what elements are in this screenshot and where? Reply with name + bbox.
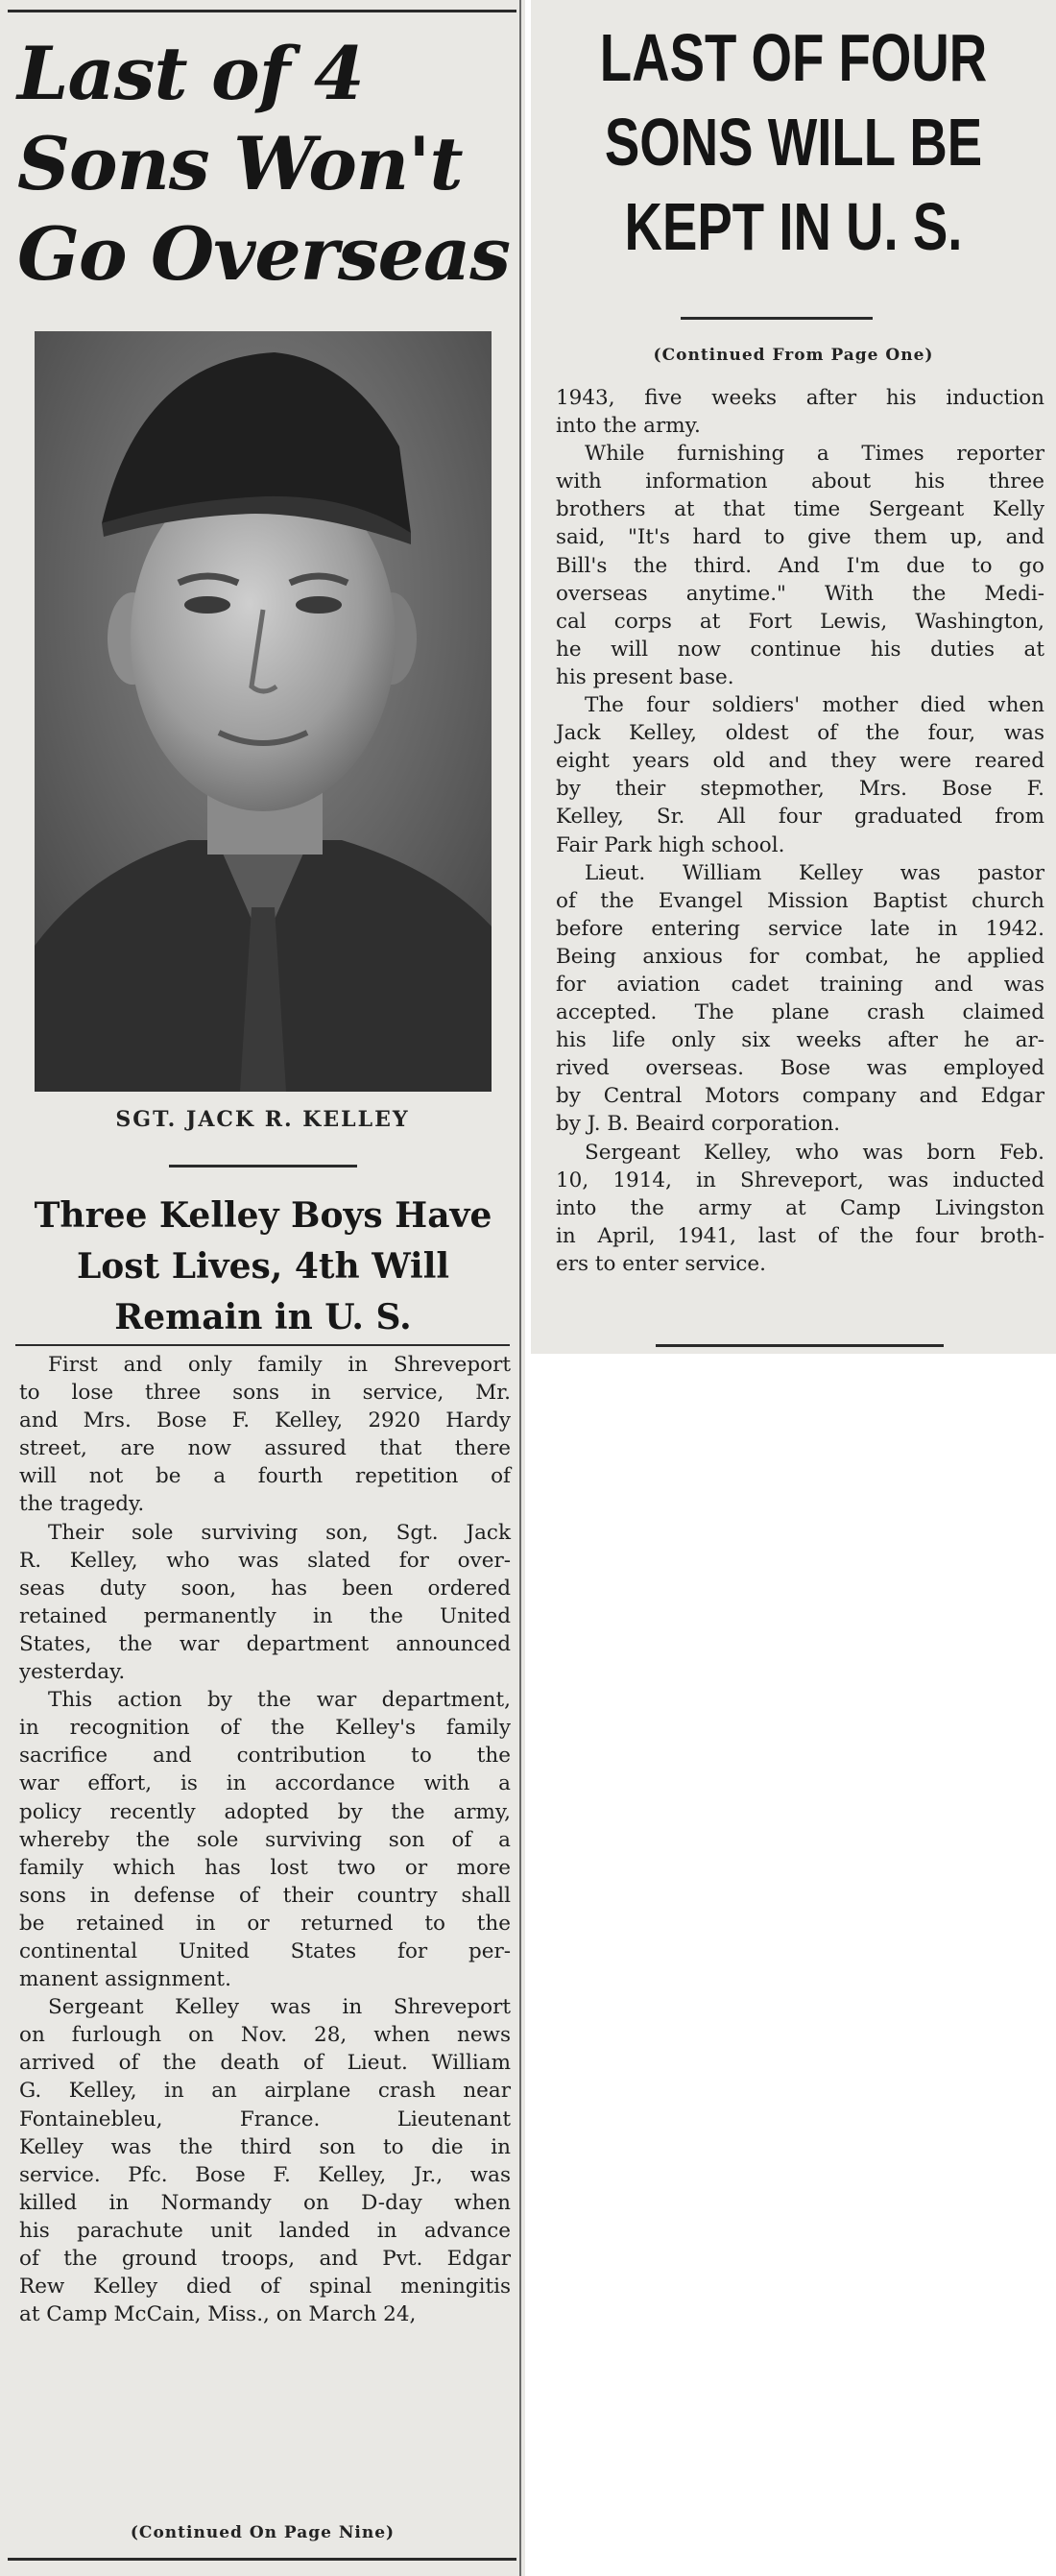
article-line: 1943, five weeks after his induction [556,386,1044,410]
top-rule [8,10,516,12]
article-line: cal corps at Fort Lewis, Washington, [556,609,1044,634]
article-line: retained permanently in the United [19,1603,511,1628]
column-rule [519,0,521,2576]
portrait-photo [35,331,492,1092]
article-line: This action by the war department, [48,1688,511,1713]
headline-line: Sons Won't [17,121,463,206]
article-line: before entering service late in 1942. [556,916,1044,941]
left-subhead [13,1191,513,1343]
caption-divider [169,1165,357,1168]
article-line: said, "It's hard to give them up, and [556,525,1044,550]
article-line: policy recently adopted by the army, [19,1799,511,1824]
article-line: Their sole surviving son, Sgt. Jack [48,1520,511,1545]
article-line: of the Evangel Mission Baptist church [556,888,1044,913]
article-line: arrived of the death of Lieut. William [19,2051,511,2076]
article-line: G. Kelley, in an airplane crash near [19,2079,511,2104]
subhead-divider [15,1344,510,1346]
article-line: Rew Kelley died of spinal meningitis [19,2275,511,2299]
headline-line: KEPT IN U. S. [624,189,963,264]
article-line: be retained in or returned to the [19,1911,511,1936]
article-line: sacrifice and contribution to the [19,1744,511,1769]
article-line: brothers at that time Sergeant Kelly [556,497,1044,522]
right-article-body [556,384,1044,1278]
headline-line: SONS WILL BE [604,105,983,180]
article-line: overseas anytime." With the Medi- [556,581,1044,606]
subhead-line: Lost Lives, 4th Will [76,1246,450,1287]
article-line: rived overseas. Bose was employed [556,1056,1044,1081]
headline-line: Last of 4 [17,31,364,116]
right-headline [531,15,1056,269]
article-line: by J. B. Beaird corporation. [556,1112,841,1137]
article-line: Fair Park high school. [556,832,785,857]
article-line: continental United States for per- [19,1938,511,1963]
article-line: at Camp McCain, Miss., on March 24, [19,2302,417,2327]
subhead-line: Three Kelley Boys Have [34,1195,492,1236]
headline-line: LAST OF FOUR [599,20,988,95]
article-line: yesterday. [19,1660,126,1685]
article-line: Lieut. William Kelley was pastor [585,860,1044,885]
left-article-body [19,1351,511,2328]
article-line: on furlough on Nov. 28, when news [19,2023,511,2048]
article-line: he will now continue his duties at [556,637,1044,662]
article-line: his parachute unit landed in advance [19,2218,511,2243]
headline-divider [681,317,873,320]
article-line: Bill's the third. And I'm due to go [556,553,1044,578]
continued-on-note: (Continued On Page Nine) [130,2523,396,2542]
article-line: Sergeant Kelley, who was born Feb. [585,1140,1044,1165]
article-line: While furnishing a Times reporter [585,442,1044,467]
article-line: Kelley was the third son to die in [19,2134,511,2159]
article-line: his present base. [556,664,734,689]
article-line: for aviation cadet training and was [556,972,1044,997]
article-line: by their stepmother, Mrs. Bose F. [556,777,1044,802]
subhead-line: Remain in U. S. [114,1297,412,1337]
article-line: family which has lost two or more [19,1855,511,1880]
article-line: to lose three sons in service, Mr. [19,1381,511,1406]
photo-caption: SGT. JACK R. KELLEY [115,1107,410,1132]
article-line: States, the war department announced [19,1631,511,1656]
article-line: whereby the sole surviving son of a [19,1827,511,1852]
article-line: ers to enter service. [556,1251,766,1276]
continued-from-note: (Continued From Page One) [653,346,934,365]
article-line: of the ground troops, and Pvt. Edgar [19,2247,511,2271]
article-line: Fontainebleu, France. Lieutenant [19,2107,511,2131]
article-line: First and only family in Shreveport [48,1353,511,1377]
article-line: the tragedy. [19,1492,145,1517]
article-line: in April, 1941, last of the four broth- [556,1223,1044,1248]
article-line: R. Kelley, who was slated for over- [19,1548,511,1573]
headline-line: Go Overseas [17,211,510,297]
article-line: by Central Motors company and Edgar [556,1084,1044,1109]
article-line: Jack Kelley, oldest of the four, was [556,721,1044,746]
article-line: seas duty soon, has been ordered [19,1576,511,1601]
article-line: service. Pfc. Bose F. Kelley, Jr., was [19,2162,511,2187]
article-line: his life only six weeks after he ar- [556,1028,1044,1053]
article-line: in recognition of the Kelley's family [19,1716,511,1741]
article-line: with information about his three [556,469,1044,494]
article-line: accepted. The plane crash claimed [556,1000,1044,1025]
article-line: and Mrs. Bose F. Kelley, 2920 Hardy [19,1408,511,1433]
article-line: manent assignment. [19,1967,231,1992]
bottom-rule [656,1344,944,1347]
article-line: will not be a fourth repetition of [19,1464,511,1489]
bottom-rule [8,2558,516,2561]
article-line: war effort, is in accordance with a [19,1771,511,1796]
article-line: Being anxious for combat, he applied [556,944,1044,969]
article-line: The four soldiers' mother died when [585,693,1044,718]
article-line: Kelley, Sr. All four graduated from [556,805,1044,830]
article-line: sons in defense of their country shall [19,1883,511,1908]
left-headline [17,29,510,300]
article-line: 10, 1914, in Shreveport, was inducted [556,1168,1044,1192]
article-line: Sergeant Kelley was in Shreveport [48,1995,511,2020]
left-clipping [0,0,525,2576]
article-line: into the army. [556,414,701,439]
article-line: street, are now assured that there [19,1436,511,1461]
article-line: killed in Normandy on D-day when [19,2190,511,2215]
article-line: into the army at Camp Livingston [556,1195,1044,1220]
article-line: eight years old and they were reared [556,749,1044,774]
